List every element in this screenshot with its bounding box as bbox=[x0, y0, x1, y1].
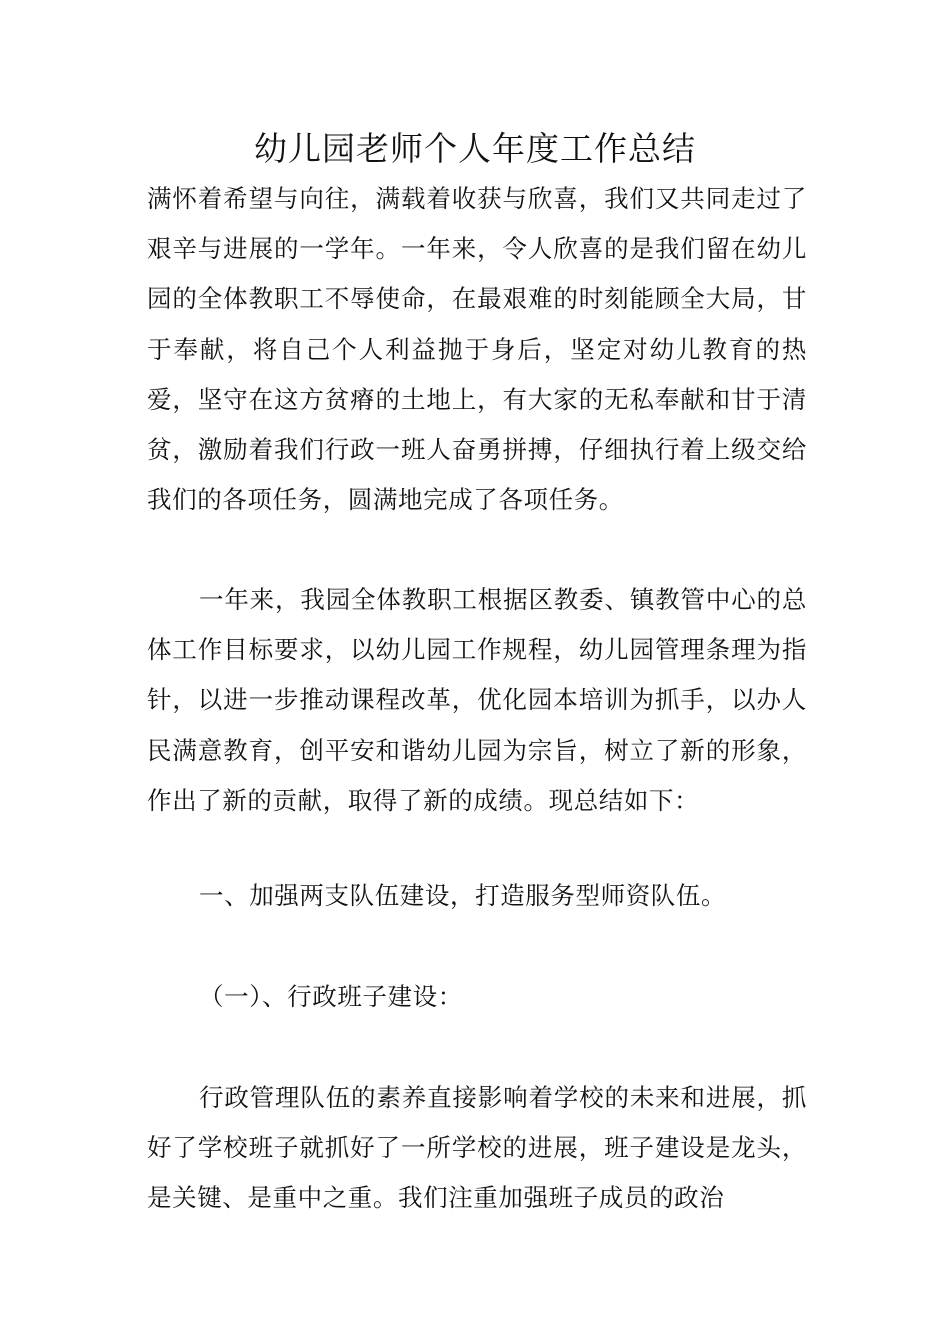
intro-paragraph: 满怀着希望与向往，满载着收获与欣喜，我们又共同走过了艰辛与进展的一学年。一年来，令人欣喜的是我们留在幼儿园的全体教职工不辱使命，在最艰难的时刻能顾全大局，甘于奉献，将自己个人利益抛于身后，坚定对幼儿教育的热爱，坚守在这方贫瘠的土地上，有大家的无私奉献和甘于清贫，激励着我们行政一班人奋勇拼搏，仔细执行着上级交给我们的各项任务，圆满地完成了各项任务。 bbox=[147, 184, 807, 515]
document-title: 幼儿园老师个人年度工作总结 bbox=[254, 129, 696, 168]
section-heading: 一、加强两支队伍建设，打造服务型师资队伍。 bbox=[199, 881, 727, 910]
body-paragraph: 行政管理队伍的素养直接影响着学校的未来和进展，抓好了学校班子就抓好了一所学校的进展，班子建设是龙头，是关键、是重中之重。我们注重加强班子成员的政治 bbox=[147, 1083, 807, 1213]
summary-paragraph: 一年来，我园全体教职工根据区教委、镇教管中心的总体工作目标要求，以幼儿园工作规程，幼儿园管理条理为指针，以进一步推动课程改革，优化园本培训为抓手，以办人民满意教育，创平安和谐幼儿园为宗旨，树立了新的形象，作出了新的贡献，取得了新的成绩。现总结如下： bbox=[147, 585, 807, 815]
subsection-heading: （一）、行政班子建设： bbox=[199, 982, 463, 1011]
